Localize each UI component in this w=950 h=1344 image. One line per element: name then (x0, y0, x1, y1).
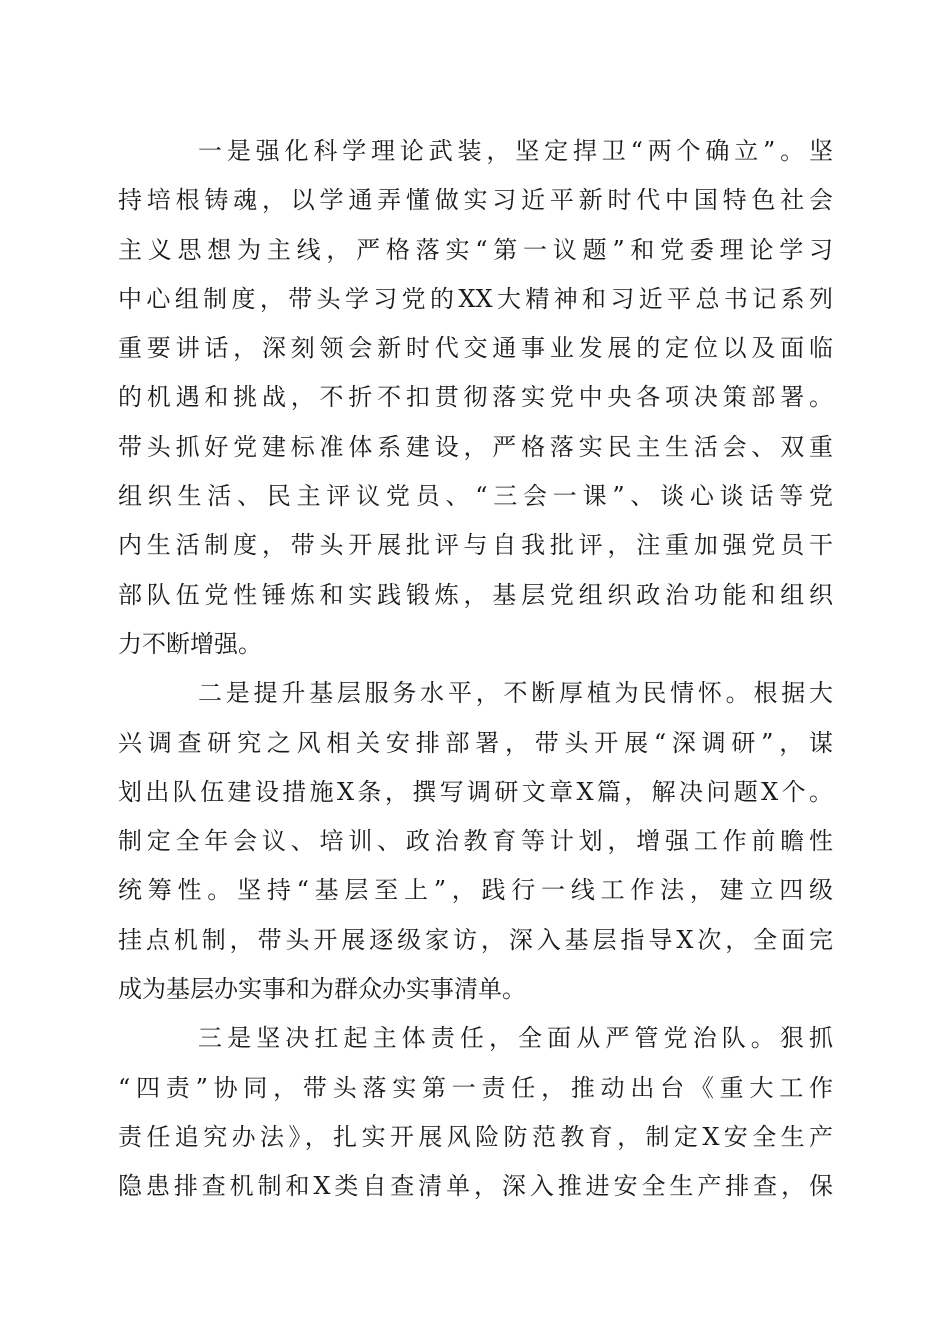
text-line: 制定全年会议、培训、政治教育等计划，增强工作前瞻性 (118, 827, 833, 856)
text-line: 兴调查研究之风相关安排部署，带头开展“深调研”，谋 (118, 728, 833, 757)
text-line: 带头抓好党建标准体系建设，严格落实民主生活会、双重 (118, 432, 833, 461)
text-line: 重要讲话，深刻领会新时代交通事业发展的定位以及面临 (118, 334, 833, 363)
text-line: 内生活制度，带头开展批评与自我批评，注重加强党员干 (118, 531, 833, 560)
text-line: 成为基层办实事和为群众办实事清单。 (118, 975, 526, 1004)
text-line: 责任追究办法》，扎实开展风险防范教育，制定X安全生产 (118, 1122, 833, 1151)
text-line: 统筹性。坚持“基层至上”，践行一线工作法，建立四级 (118, 876, 833, 905)
text-line: 部队伍党性锤炼和实践锻炼，基层党组织政治功能和组织 (118, 580, 833, 609)
text-line: 一是强化科学理论武装，坚定捍卫“两个确立”。坚 (198, 137, 833, 165)
text-line: 力不断增强。 (118, 629, 262, 658)
text-line: 划出队伍建设措施X条，撰写调研文章X篇，解决问题X个。 (118, 777, 833, 806)
text-line: 中心组制度，带头学习党的XX大精神和习近平总书记系列 (118, 284, 833, 313)
text-line: 二是提升基层服务水平，不断厚植为民情怀。根据大 (198, 679, 833, 708)
text-line: 挂点机制，带头开展逐级家访，深入基层指导X次，全面完 (118, 925, 833, 954)
text-line: 组织生活、民主评议党员、“三会一课”、谈心谈话等党 (118, 482, 833, 511)
text-line: 主义思想为主线，严格落实“第一议题”和党委理论学习 (118, 235, 833, 264)
text-line: “四责”协同，带头落实第一责任，推动出台《重大工作 (118, 1073, 833, 1102)
text-line: 隐患排查机制和X类自查清单，深入推进安全生产排查，保 (118, 1172, 833, 1201)
text-line: 持培根铸魂，以学通弄懂做实习近平新时代中国特色社会 (118, 186, 833, 215)
text-line: 三是坚决扛起主体责任，全面从严管党治队。狠抓 (198, 1024, 833, 1053)
text-line: 的机遇和挑战，不折不扣贯彻落实党中央各项决策部署。 (118, 383, 833, 412)
document-body (118, 127, 833, 1212)
